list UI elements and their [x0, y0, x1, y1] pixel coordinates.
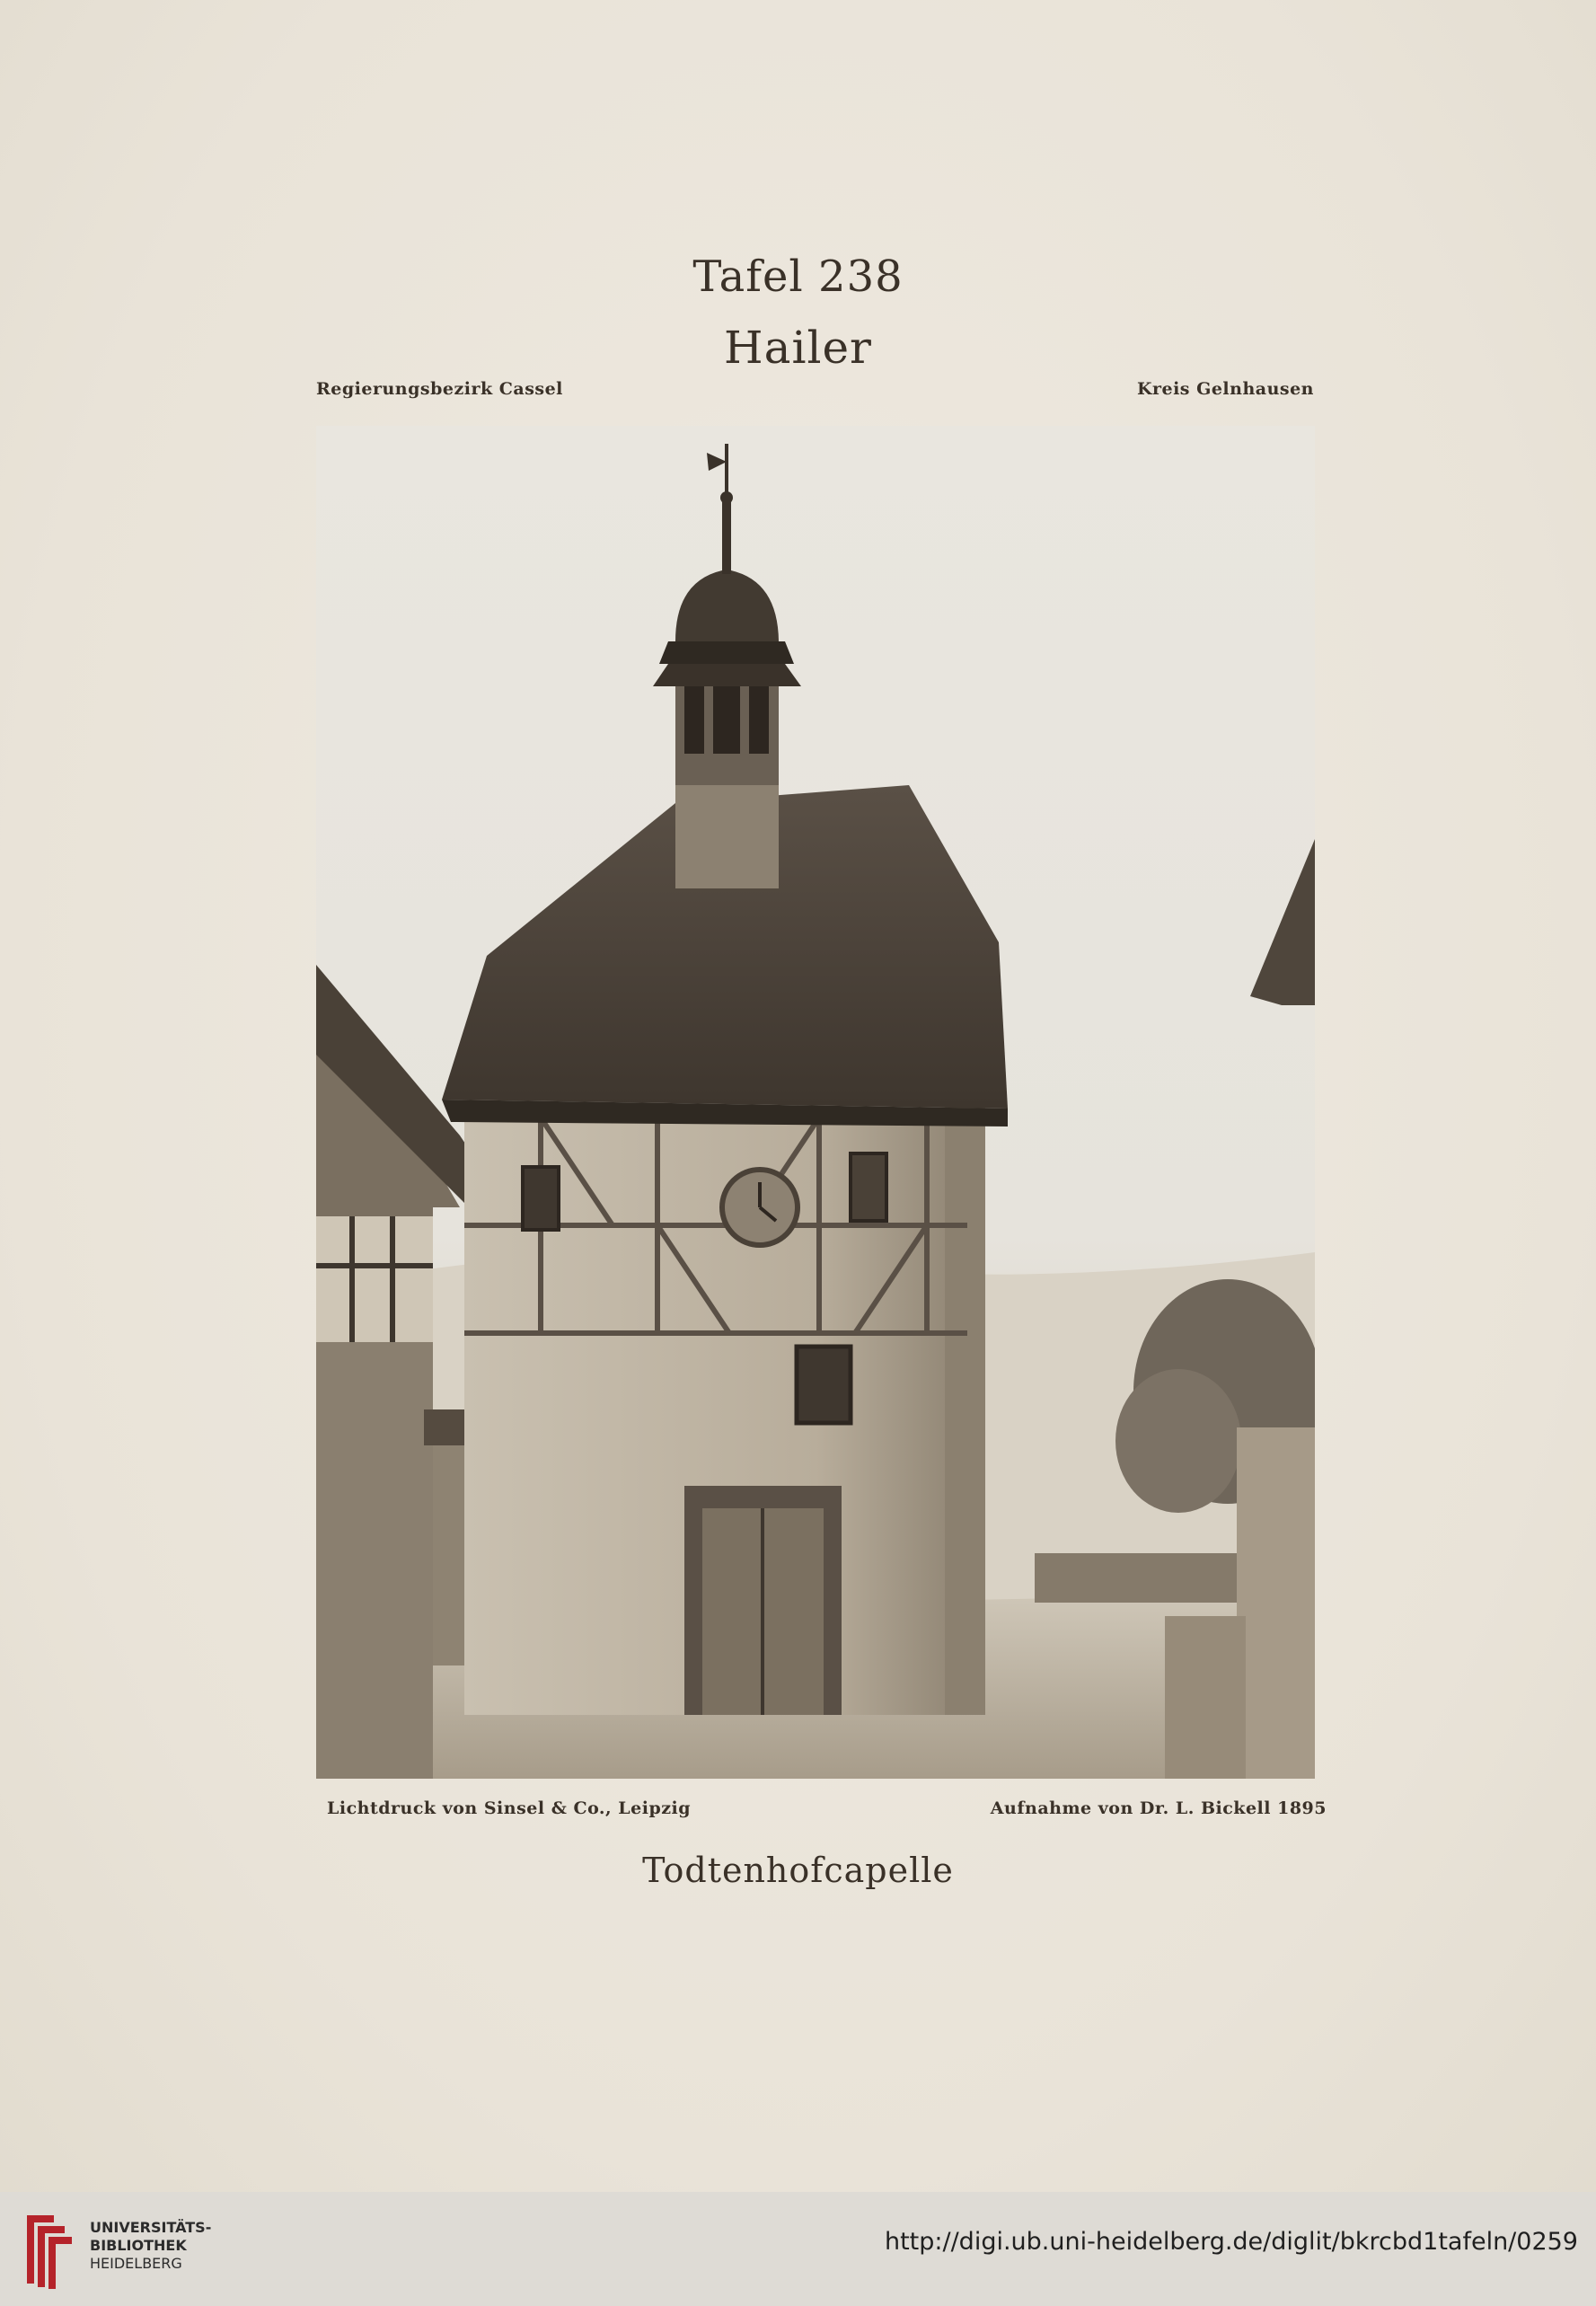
plate-caption: Todtenhofcapelle — [642, 1851, 954, 1890]
chapel-illustration — [316, 426, 1315, 1779]
library-name-line3: HEIDELBERG — [90, 2255, 182, 2272]
library-name-line1: UNIVERSITÄTS- — [90, 2219, 212, 2236]
permalink-url[interactable]: http://digi.ub.uni-heidelberg.de/diglit/bkrcbd1tafeln/0259 — [884, 2228, 1578, 2256]
district-label: Kreis Gelnhausen — [1136, 379, 1314, 399]
chapel-photograph — [316, 426, 1315, 1779]
footer-bar — [0, 2192, 1596, 2306]
photographer-credit: Aufnahme von Dr. L. Bickell 1895 — [990, 1798, 1327, 1818]
place-title: Hailer — [724, 322, 872, 374]
region-label: Regierungsbezirk Cassel — [316, 379, 563, 399]
library-logo-icon — [18, 2208, 77, 2291]
library-name-line2: BIBLIOTHEK — [90, 2237, 187, 2254]
printer-credit: Lichtdruck von Sinsel & Co., Leipzig — [327, 1798, 692, 1818]
library-name — [90, 2219, 211, 2273]
plate-number: Tafel 238 — [692, 252, 904, 302]
